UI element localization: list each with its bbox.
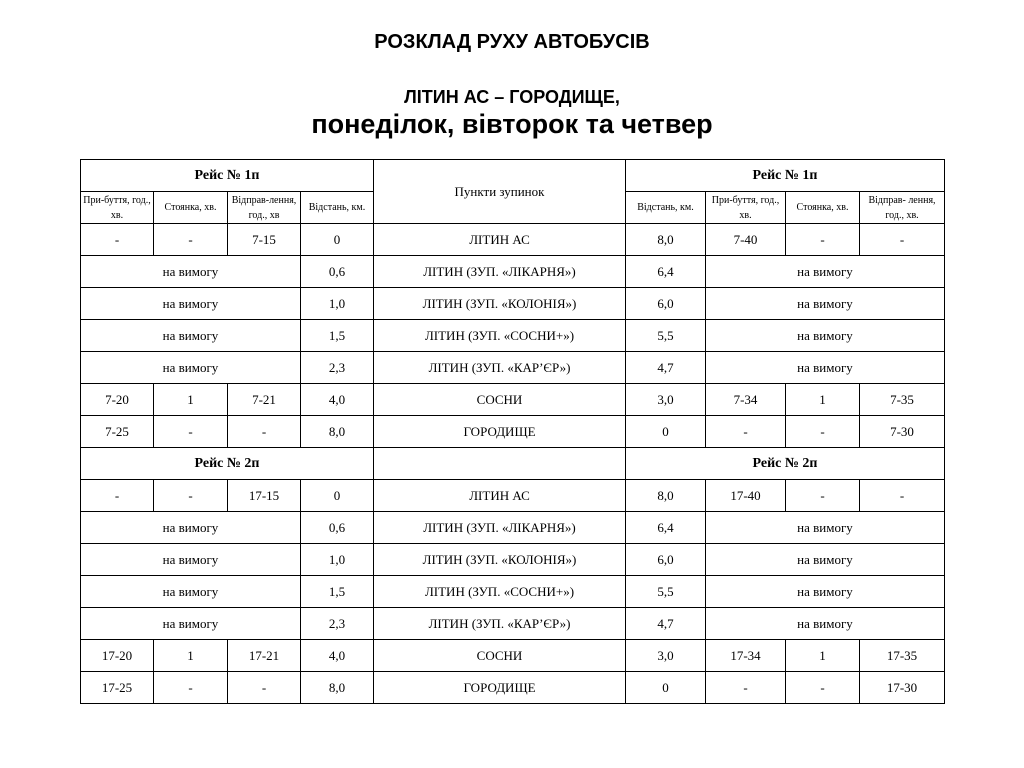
- on-demand-cell: на вимогу: [81, 512, 301, 544]
- distance-cell: 1,0: [301, 288, 374, 320]
- table-row: [81, 608, 945, 640]
- col-header-stay-return: Стоянка, хв.: [786, 192, 860, 224]
- distance-return-cell: 0: [626, 672, 706, 704]
- stop-name: ЛІТИН АС: [374, 480, 626, 512]
- stop-name: ЛІТИН (ЗУП. «КАР’ЄР»): [374, 608, 626, 640]
- col-header-arrival: При-буття, год., хв.: [81, 192, 154, 224]
- on-demand-return-cell: на вимогу: [706, 288, 945, 320]
- table-row: [81, 416, 945, 448]
- stay-return-cell: 1: [786, 640, 860, 672]
- on-demand-cell: на вимогу: [81, 288, 301, 320]
- distance-cell: 0,6: [301, 512, 374, 544]
- arrival-cell: 7-25: [81, 416, 154, 448]
- departure-cell: -: [228, 416, 301, 448]
- trip-label-right: Рейс № 1п: [626, 160, 945, 192]
- col-header-stay: Стоянка, хв.: [154, 192, 228, 224]
- distance-return-cell: 0: [626, 416, 706, 448]
- stay-return-cell: -: [786, 224, 860, 256]
- arrival-return-cell: -: [706, 416, 786, 448]
- stay-return-cell: -: [786, 416, 860, 448]
- distance-cell: 0,6: [301, 256, 374, 288]
- blank-cell: [374, 448, 626, 480]
- distance-return-cell: 8,0: [626, 480, 706, 512]
- on-demand-cell: на вимогу: [81, 608, 301, 640]
- stop-name: ЛІТИН (ЗУП. «СОСНИ+»): [374, 320, 626, 352]
- distance-return-cell: 5,5: [626, 576, 706, 608]
- stop-name: ЛІТИН (ЗУП. «ЛІКАРНЯ»): [374, 256, 626, 288]
- stop-name: СОСНИ: [374, 384, 626, 416]
- table-row: [81, 224, 945, 256]
- departure-cell: -: [228, 672, 301, 704]
- departure-cell: 17-21: [228, 640, 301, 672]
- departure-cell: 7-15: [228, 224, 301, 256]
- departure-return-cell: 7-35: [860, 384, 945, 416]
- stay-cell: -: [154, 416, 228, 448]
- col-header-distance-return: Відстань, км.: [626, 192, 706, 224]
- col-header-departure-return: Відправ- лення, год., хв.: [860, 192, 945, 224]
- stay-return-cell: -: [786, 480, 860, 512]
- trip2-label-left: Рейс № 2п: [81, 448, 374, 480]
- distance-return-cell: 6,0: [626, 288, 706, 320]
- departure-return-cell: 17-35: [860, 640, 945, 672]
- table-row: [81, 512, 945, 544]
- route-name: ЛІТИН АС – ГОРОДИЩЕ,: [404, 87, 620, 107]
- table-row: [81, 288, 945, 320]
- distance-return-cell: 5,5: [626, 320, 706, 352]
- stay-cell: 1: [154, 384, 228, 416]
- stop-name: СОСНИ: [374, 640, 626, 672]
- table-row: [81, 384, 945, 416]
- distance-cell: 8,0: [301, 416, 374, 448]
- trip2-label-row: [81, 448, 945, 480]
- distance-return-cell: 6,0: [626, 544, 706, 576]
- distance-cell: 1,5: [301, 320, 374, 352]
- schedule-days: понеділок, вівторок та четвер: [311, 109, 713, 139]
- table-row: [81, 256, 945, 288]
- on-demand-cell: на вимогу: [81, 320, 301, 352]
- departure-return-cell: -: [860, 224, 945, 256]
- stay-cell: 1: [154, 640, 228, 672]
- stops-header: Пункти зупинок: [374, 160, 626, 224]
- on-demand-return-cell: на вимогу: [706, 320, 945, 352]
- on-demand-return-cell: на вимогу: [706, 544, 945, 576]
- col-header-arrival-return: При-буття, год., хв.: [706, 192, 786, 224]
- departure-cell: 7-21: [228, 384, 301, 416]
- arrival-cell: 17-20: [81, 640, 154, 672]
- distance-cell: 1,5: [301, 576, 374, 608]
- distance-cell: 4,0: [301, 640, 374, 672]
- distance-return-cell: 8,0: [626, 224, 706, 256]
- on-demand-return-cell: на вимогу: [706, 512, 945, 544]
- arrival-return-cell: 17-40: [706, 480, 786, 512]
- table-row: [81, 640, 945, 672]
- distance-cell: 4,0: [301, 384, 374, 416]
- distance-cell: 8,0: [301, 672, 374, 704]
- distance-cell: 0: [301, 224, 374, 256]
- arrival-cell: -: [81, 480, 154, 512]
- schedule-table: [80, 159, 945, 704]
- stop-name: ЛІТИН (ЗУП. «КОЛОНІЯ»): [374, 288, 626, 320]
- table-row: [81, 320, 945, 352]
- distance-cell: 0: [301, 480, 374, 512]
- on-demand-cell: на вимогу: [81, 576, 301, 608]
- departure-return-cell: 17-30: [860, 672, 945, 704]
- stay-cell: -: [154, 224, 228, 256]
- stay-return-cell: -: [786, 672, 860, 704]
- arrival-cell: 17-25: [81, 672, 154, 704]
- arrival-return-cell: 7-40: [706, 224, 786, 256]
- col-header-departure: Відправ-лення, год., хв: [228, 192, 301, 224]
- arrival-return-cell: -: [706, 672, 786, 704]
- departure-return-cell: -: [860, 480, 945, 512]
- on-demand-cell: на вимогу: [81, 352, 301, 384]
- stop-name: ГОРОДИЩЕ: [374, 416, 626, 448]
- header-row: [81, 160, 945, 192]
- on-demand-return-cell: на вимогу: [706, 256, 945, 288]
- arrival-return-cell: 17-34: [706, 640, 786, 672]
- distance-return-cell: 3,0: [626, 640, 706, 672]
- table-row: [81, 576, 945, 608]
- arrival-return-cell: 7-34: [706, 384, 786, 416]
- col-header-distance: Відстань, км.: [301, 192, 374, 224]
- arrival-cell: -: [81, 224, 154, 256]
- departure-return-cell: 7-30: [860, 416, 945, 448]
- trip2-label-right: Рейс № 2п: [626, 448, 945, 480]
- distance-cell: 2,3: [301, 608, 374, 640]
- distance-return-cell: 6,4: [626, 512, 706, 544]
- distance-cell: 1,0: [301, 544, 374, 576]
- stop-name: ГОРОДИЩЕ: [374, 672, 626, 704]
- stay-return-cell: 1: [786, 384, 860, 416]
- distance-cell: 2,3: [301, 352, 374, 384]
- page-title: РОЗКЛАД РУХУ АВТОБУСІВ: [374, 31, 650, 53]
- trip-label-left: Рейс № 1п: [81, 160, 374, 192]
- distance-return-cell: 6,4: [626, 256, 706, 288]
- distance-return-cell: 3,0: [626, 384, 706, 416]
- stop-name: ЛІТИН АС: [374, 224, 626, 256]
- arrival-cell: 7-20: [81, 384, 154, 416]
- stay-cell: -: [154, 480, 228, 512]
- stop-name: ЛІТИН (ЗУП. «ЛІКАРНЯ»): [374, 512, 626, 544]
- distance-return-cell: 4,7: [626, 608, 706, 640]
- stop-name: ЛІТИН (ЗУП. «КОЛОНІЯ»): [374, 544, 626, 576]
- on-demand-return-cell: на вимогу: [706, 576, 945, 608]
- on-demand-return-cell: на вимогу: [706, 608, 945, 640]
- table-row: [81, 544, 945, 576]
- stay-cell: -: [154, 672, 228, 704]
- stop-name: ЛІТИН (ЗУП. «КАР’ЄР»): [374, 352, 626, 384]
- distance-return-cell: 4,7: [626, 352, 706, 384]
- on-demand-cell: на вимогу: [81, 544, 301, 576]
- table-row: [81, 352, 945, 384]
- stop-name: ЛІТИН (ЗУП. «СОСНИ+»): [374, 576, 626, 608]
- table-row: [81, 480, 945, 512]
- on-demand-return-cell: на вимогу: [706, 352, 945, 384]
- on-demand-cell: на вимогу: [81, 256, 301, 288]
- departure-cell: 17-15: [228, 480, 301, 512]
- table-row: [81, 672, 945, 704]
